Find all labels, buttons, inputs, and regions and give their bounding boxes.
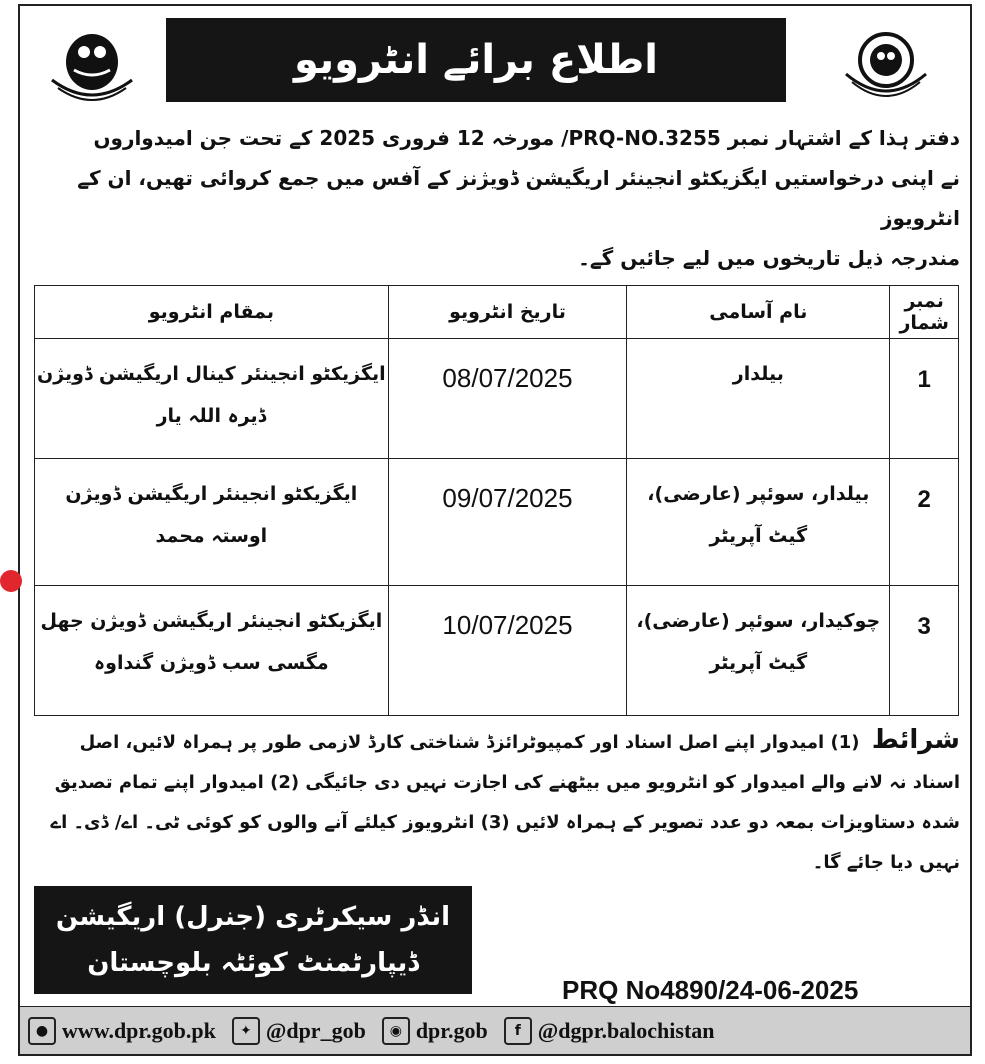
facebook-icon: f <box>504 1017 532 1045</box>
header-venue: بمقام انٹرویو <box>35 286 389 339</box>
signature-line-1: انڈر سیکرٹری (جنرل) اریگیشن <box>55 902 451 932</box>
row-serial: 2 <box>890 459 959 585</box>
intro-line-3: مندرجہ ذیل تاریخوں میں لیے جائیں گے۔ <box>578 246 960 270</box>
table-header-row <box>35 286 959 339</box>
row-post: بیلدار <box>627 339 890 459</box>
marker-dot <box>0 570 22 592</box>
intro-line-1: دفتر ہذا کے اشتہار نمبر PRQ-NO.3255/ مورخہ 12 فروری 2025 کے تحت جن امیدواروں <box>93 126 960 150</box>
intro-paragraph <box>38 118 960 278</box>
twitter-handle: @dpr_gob <box>265 1017 366 1043</box>
conditions-section <box>38 720 960 883</box>
interview-schedule-table <box>34 285 959 716</box>
conditions-text: (1) امیدوار اپنے اصل اسناد اور کمپیوٹرائزڈ شناختی کارڈ لازمی طور پر ہمراہ لائیں، اصل اسناد نہ لانے والے امیدوار کو انٹرویو میں بیٹھنے کی اجازت نہیں دی جائیگی (2) امیدوار اپنے تمام تصدیق شدہ دستاویزات بمعہ دو عدد تصویر کے ہمراہ لائیں (3) انٹرویوز کیلئے آنے والوں کو کوئی ٹی۔ اے/ ڈی۔ اے نہیں دیا جائے گا۔ <box>50 732 960 873</box>
row-post: بیلدار، سوئپر (عارضی)، گیٹ آپریٹر <box>627 459 890 585</box>
website-text: www.dpr.gob.pk <box>62 1017 216 1043</box>
footer-facebook[interactable] <box>504 1017 715 1045</box>
footer-bar <box>20 1006 970 1054</box>
signature-block <box>34 886 472 994</box>
row-date: 09/07/2025 <box>388 459 627 585</box>
instagram-handle: dpr.gob <box>415 1017 488 1043</box>
header-serial: نمبر شمار <box>890 286 959 339</box>
notice-title: اطلاع برائے انٹرویو <box>166 18 786 102</box>
header-post: نام آسامی <box>627 286 890 339</box>
conditions-title: شرائط <box>871 725 960 755</box>
signature-line-2: ڈیپارٹمنٹ کوئٹہ بلوچستان <box>87 948 419 978</box>
table-row <box>35 459 959 585</box>
footer-instagram[interactable] <box>382 1017 488 1045</box>
table-row <box>35 585 959 715</box>
footer-twitter[interactable] <box>232 1017 366 1045</box>
instagram-icon: ◉ <box>382 1017 410 1045</box>
header-date: تاریخ انٹرویو <box>388 286 627 339</box>
twitter-icon: ✦ <box>232 1017 260 1045</box>
row-venue: ایگزیکٹو انجینئر اریگیشن ڈویژن اوستہ محمد <box>35 459 389 585</box>
reference-number: PRQ No4890/24-06-2025 <box>562 975 859 1005</box>
row-post: چوکیدار، سوئپر (عارضی)، گیٹ آپریٹر <box>627 585 890 715</box>
row-venue: ایگزیکٹو انجینئر اریگیشن ڈویژن جھل مگسی سب ڈویژن گنداوہ <box>35 585 389 715</box>
row-venue: ایگزیکٹو انجینئر کینال اریگیشن ڈویژن ڈیرہ اللہ یار <box>35 339 389 459</box>
government-emblem-left <box>44 22 140 106</box>
intro-line-2: نے اپنی درخواستیں ایگزیکٹو انجینئر اریگیشن ڈویژنز کے آفس میں جمع کروائی تھیں، ان کے انٹرویوز <box>77 166 960 230</box>
row-date: 10/07/2025 <box>388 585 627 715</box>
row-serial: 1 <box>890 339 959 459</box>
facebook-handle: @dgpr.balochistan <box>537 1017 715 1043</box>
row-serial: 3 <box>890 585 959 715</box>
globe-icon: ● <box>28 1017 56 1045</box>
footer-website[interactable] <box>28 1017 216 1045</box>
row-date: 08/07/2025 <box>388 339 627 459</box>
government-emblem-right <box>838 22 934 106</box>
table-row <box>35 339 959 459</box>
